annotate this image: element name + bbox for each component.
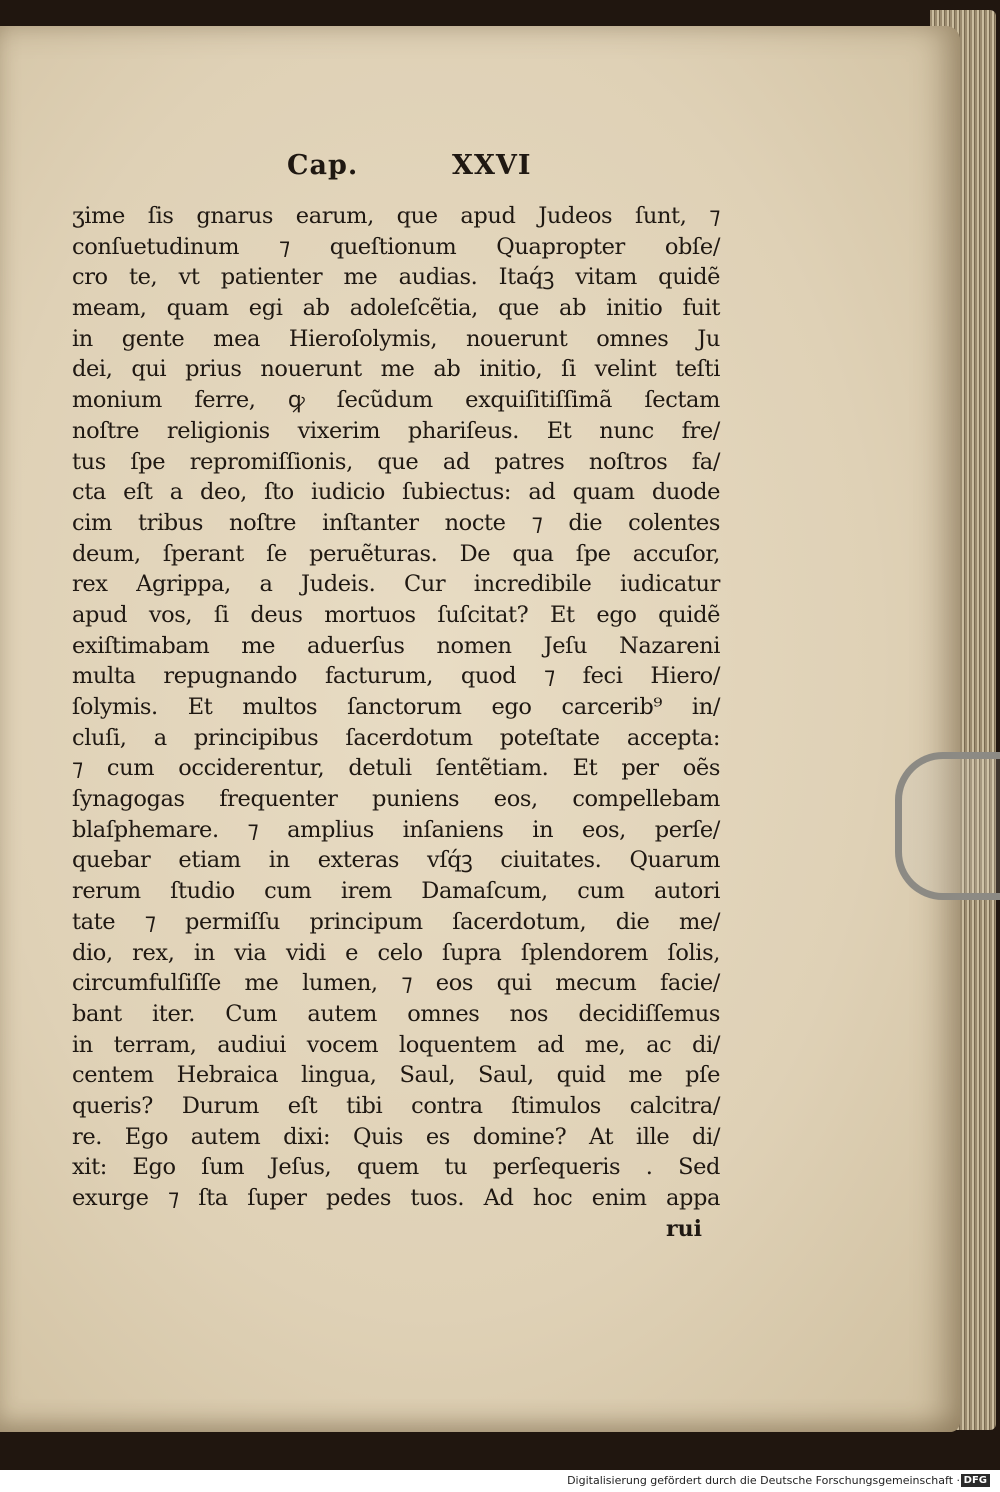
text-line: deum, ſperant ſe peruẽturas. De qua ſpe accuſor, (72, 540, 720, 567)
text-line: rerum ſtudio cum irem Damaſcum, cum autori (72, 878, 720, 905)
text-line: ⁊ cum occiderentur, detuli ſentẽtiam. Et per oẽs (72, 755, 720, 782)
text-line: ſolymis. Et multos ſanctorum ego carcerib⁹ in/ (72, 694, 720, 720)
running-head (0, 150, 960, 190)
text-line: ſynagogas frequenter puniens eos, compellebam (72, 786, 720, 813)
running-head-left: Cap. (287, 150, 359, 181)
text-line: in gente mea Hieroſolymis, nouerunt omnes Ju (72, 325, 720, 352)
text-line: monium ferre, ꝙ ſecũdum exquiſitiſſimã ſectam (72, 387, 720, 414)
text-line: ʒime ſis gnarus earum, que apud Judeos ſunt, ⁊ (72, 203, 720, 229)
book-page (0, 26, 960, 1432)
text-line: dei, qui prius nouerunt me ab initio, ſi velint teſti (72, 356, 720, 383)
text-line: cta eſt a deo, ſto iudicio ſubiectus: ad quam duode (72, 479, 720, 506)
text-line: in terram, audiui vocem loquentem ad me, ac di/ (72, 1031, 720, 1058)
text-line: rex Agrippa, a Judeis. Cur incredibile iudicatur (72, 571, 720, 598)
text-line: blaſphemare. ⁊ amplius inſaniens in eos, perſe/ (72, 816, 720, 843)
text-line: queris? Durum eſt tibi contra ſtimulos calcitra/ (72, 1092, 720, 1119)
body-text (72, 201, 720, 1214)
text-line: exiſtimabam me aduerſus nomen Jeſu Nazareni (72, 632, 720, 659)
text-line: dio, rex, in via vidi e celo ſupra ſplendorem ſolis, (72, 939, 720, 966)
text-line: tate ⁊ permiſſu principum ſacerdotum, die me/ (72, 908, 720, 935)
text-line: circumfulſiſſe me lumen, ⁊ eos qui mecum facie/ (72, 970, 720, 997)
chapter-number: XXVI (452, 150, 532, 181)
text-line: bant iter. Cum autem omnes nos decidiſſemus (72, 1000, 720, 1027)
text-line: quebar etiam in exteras vſq́ꝫ ciuitates. Quarum (72, 847, 720, 874)
text-line: exurge ⁊ ſta ſuper pedes tuos. Ad hoc enim appa (72, 1185, 720, 1211)
text-line: cim tribus noſtre inſtanter nocte ⁊ die colentes (72, 509, 720, 536)
text-line: noſtre religionis vixerim phariſeus. Et nunc fre/ (72, 417, 720, 444)
text-line: tus ſpe repromiſſionis, que ad patres noſtros fa/ (72, 448, 720, 475)
text-line: centem Hebraica lingua, Saul, Saul, quid me pſe (72, 1062, 720, 1089)
text-line: re. Ego autem dixi: Quis es domine? At ille di/ (72, 1123, 720, 1150)
text-line: cro te, vt patienter me audias. Itaq́ꝫ vitam quidẽ (72, 264, 720, 291)
text-line: cluſi, a principibus ſacerdotum poteſtate accepta: (72, 724, 720, 751)
footer-credit: Digitalisierung gefördert durch die Deutsche Forschungsgemeinschaft · (567, 1474, 960, 1487)
text-line: multa repugnando facturum, quod ⁊ feci Hiero/ (72, 663, 720, 690)
dfg-logo: DFG (961, 1474, 990, 1487)
text-line: xit: Ego ſum Jeſus, quem tu perſequeris . Sed (72, 1154, 720, 1181)
book-clasp (895, 752, 1000, 900)
footer-bar (0, 1470, 1000, 1492)
text-line: apud vos, ſi deus mortuos ſuſcitat? Et ego quidẽ (72, 601, 720, 628)
text-line: meam, quam egi ab adoleſcẽtia, que ab initio fuit (72, 295, 720, 322)
text-line: conſuetudinum ⁊ queſtionum Quapropter obſe/ (72, 233, 720, 260)
catchword: rui (666, 1216, 702, 1242)
